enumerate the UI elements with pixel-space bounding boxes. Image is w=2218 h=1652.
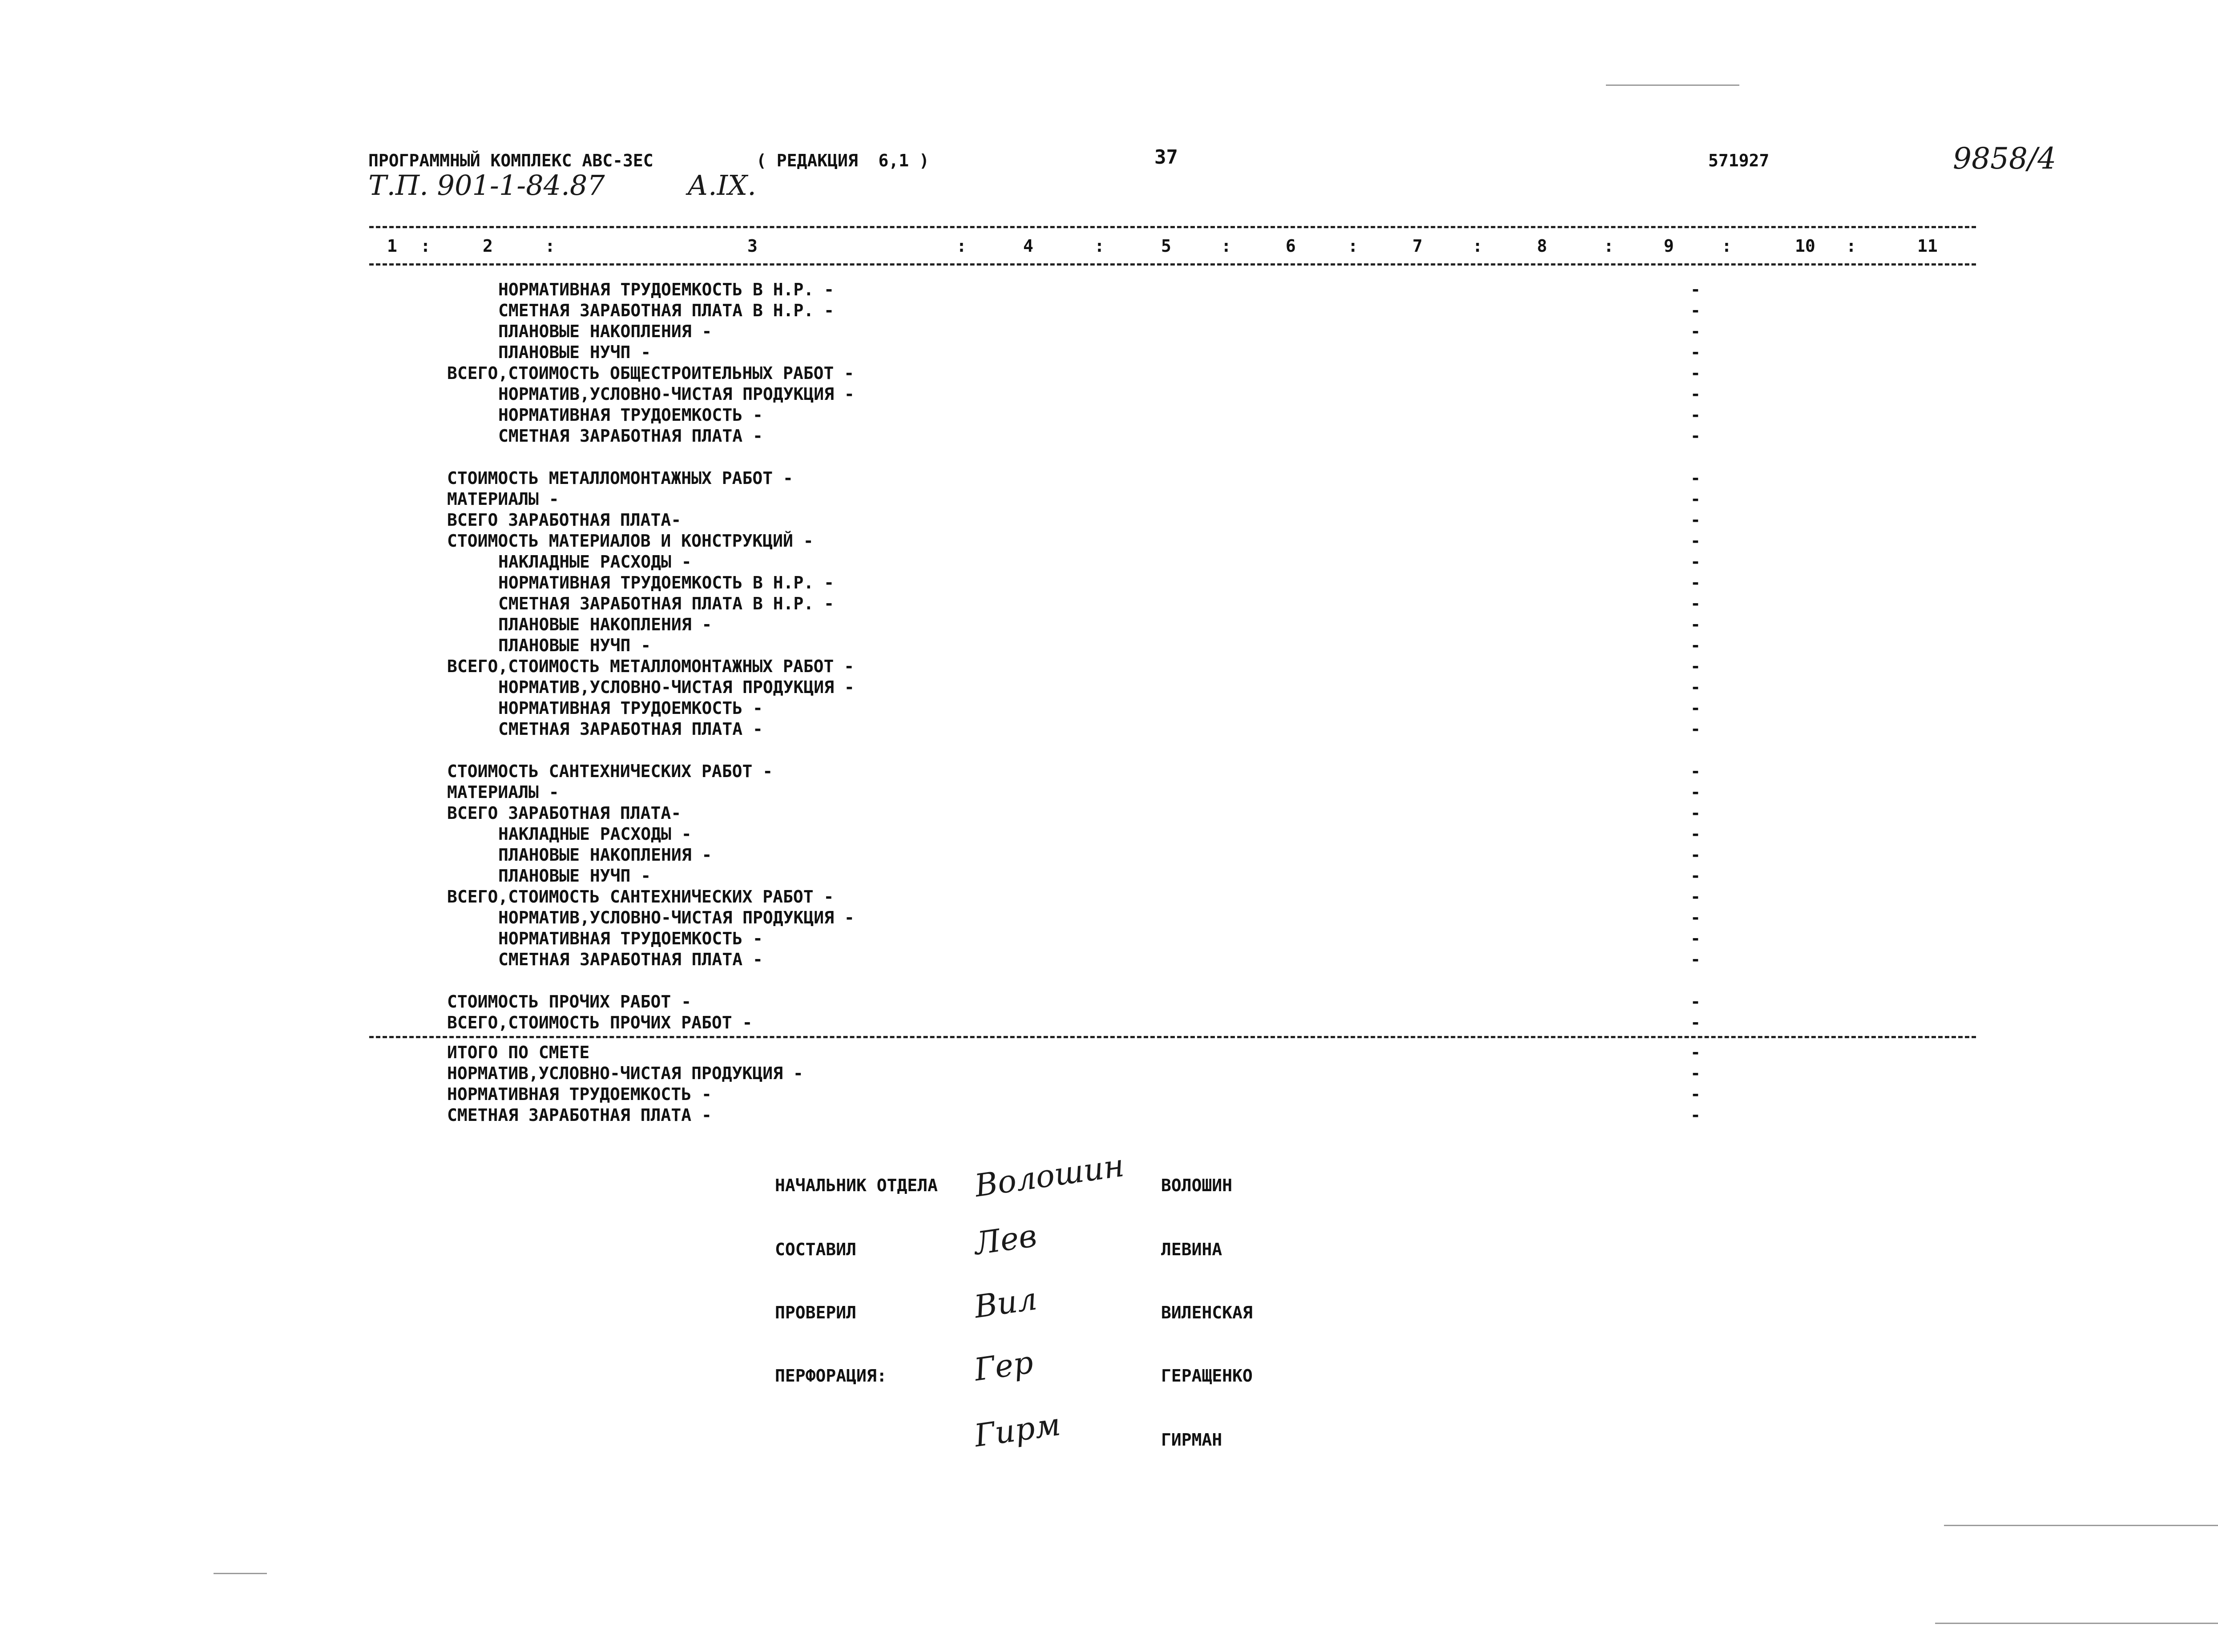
row-col9-value: -	[1690, 845, 1701, 865]
column-separator: :	[1348, 236, 1358, 256]
column-separator: :	[420, 236, 431, 256]
handwritten-signature: Вил	[972, 1280, 1040, 1326]
signature-role: ПЕРФОРАЦИЯ:	[775, 1366, 887, 1386]
row-col9-value: -	[1690, 301, 1701, 320]
row-col9-value: -	[1690, 322, 1701, 341]
column-number: 3	[747, 236, 758, 256]
column-number: 11	[1917, 236, 1938, 256]
table-top-rule	[369, 226, 1976, 228]
row-col9-value: -	[1690, 1105, 1701, 1125]
column-number: 9	[1664, 236, 1674, 256]
row-col9-value: -	[1690, 1043, 1701, 1062]
row-col9-value: -	[1690, 866, 1701, 886]
row-col9-value: -	[1690, 657, 1701, 676]
row-label: СТОИМОСТЬ МЕТАЛЛОМОНТАЖНЫХ РАБОТ -	[447, 468, 793, 488]
program-title: ПРОГРАММНЫЙ КОМПЛЕКС АВС-3ЕС	[368, 151, 653, 170]
handwritten-signature: Гирм	[972, 1406, 1063, 1455]
row-label: СМЕТНАЯ ЗАРАБОТНАЯ ПЛАТА -	[498, 426, 763, 446]
row-col9-value: -	[1690, 489, 1701, 509]
document-code: 571927	[1708, 151, 1770, 170]
scan-line	[1606, 85, 1739, 86]
row-label: МАТЕРИАЛЫ -	[447, 489, 559, 509]
row-col9-value: -	[1690, 615, 1701, 634]
row-label: СМЕТНАЯ ЗАРАБОТНАЯ ПЛАТА В Н.Р. -	[498, 301, 834, 320]
column-number: 1	[387, 236, 397, 256]
row-col9-value: -	[1690, 950, 1701, 969]
row-col9-value: -	[1690, 363, 1701, 383]
column-separator: :	[1221, 236, 1231, 256]
project-number-handwritten: Т.П. 901-1-84.87	[368, 169, 605, 201]
edition-label: ( РЕДАКЦИЯ 6,1 )	[756, 151, 929, 170]
row-col9-value: -	[1690, 887, 1701, 907]
column-number: 6	[1286, 236, 1296, 256]
row-label: ВСЕГО,СТОИМОСТЬ САНТЕХНИЧЕСКИХ РАБОТ -	[447, 887, 834, 907]
archive-number-handwritten: 9858/4	[1953, 141, 2057, 176]
row-label: ВСЕГО ЗАРАБОТНАЯ ПЛАТА-	[447, 803, 682, 823]
row-col9-value: -	[1690, 824, 1701, 844]
row-col9-value: -	[1690, 636, 1701, 655]
signatory-name: ГЕРАЩЕНКО	[1161, 1366, 1253, 1386]
row-label: ВСЕГО ЗАРАБОТНАЯ ПЛАТА-	[447, 510, 682, 530]
row-label: НОРМАТИВ,УСЛОВНО-ЧИСТАЯ ПРОДУКЦИЯ -	[447, 1064, 803, 1083]
row-label: ВСЕГО,СТОИМОСТЬ ОБЩЕСТРОИТЕЛЬНЫХ РАБОТ -	[447, 363, 855, 383]
row-col9-value: -	[1690, 1064, 1701, 1083]
row-label: НОРМАТИВНАЯ ТРУДОЕМКОСТЬ В Н.Р. -	[498, 280, 834, 299]
row-col9-value: -	[1690, 1084, 1701, 1104]
row-col9-value: -	[1690, 573, 1701, 592]
row-label: НОРМАТИВ,УСЛОВНО-ЧИСТАЯ ПРОДУКЦИЯ -	[498, 908, 855, 927]
row-col9-value: -	[1690, 384, 1701, 404]
row-col9-value: -	[1690, 510, 1701, 530]
column-separator: :	[1604, 236, 1614, 256]
row-label: ПЛАНОВЫЕ НУЧП -	[498, 636, 651, 655]
column-separator: :	[1722, 236, 1732, 256]
scan-line	[214, 1573, 267, 1574]
row-col9-value: -	[1690, 803, 1701, 823]
table-header-rule	[369, 263, 1976, 266]
column-number: 4	[1023, 236, 1033, 256]
signature-role: ПРОВЕРИЛ	[775, 1303, 857, 1322]
scan-line	[1935, 1623, 2218, 1624]
column-separator: :	[956, 236, 967, 256]
column-number: 2	[483, 236, 493, 256]
scan-line	[1944, 1525, 2218, 1526]
row-label: СМЕТНАЯ ЗАРАБОТНАЯ ПЛАТА -	[447, 1105, 712, 1125]
column-separator: :	[545, 236, 555, 256]
row-label: НОРМАТИВ,УСЛОВНО-ЧИСТАЯ ПРОДУКЦИЯ -	[498, 384, 855, 404]
row-label: СТОИМОСТЬ ПРОЧИХ РАБОТ -	[447, 992, 692, 1011]
row-col9-value: -	[1690, 762, 1701, 781]
column-number: 7	[1412, 236, 1423, 256]
row-label: НОРМАТИВНАЯ ТРУДОЕМКОСТЬ В Н.Р. -	[498, 573, 834, 592]
row-label: ПЛАНОВЫЕ НАКОПЛЕНИЯ -	[498, 322, 712, 341]
row-label: ПЛАНОВЫЕ НАКОПЛЕНИЯ -	[498, 615, 712, 634]
row-label: МАТЕРИАЛЫ -	[447, 782, 559, 802]
row-label: НОРМАТИВНАЯ ТРУДОЕМКОСТЬ -	[498, 405, 763, 425]
row-col9-value: -	[1690, 531, 1701, 551]
row-label: СМЕТНАЯ ЗАРАБОТНАЯ ПЛАТА В Н.Р. -	[498, 594, 834, 613]
album-number-handwritten: А.IX.	[687, 169, 756, 201]
column-number: 8	[1537, 236, 1547, 256]
row-col9-value: -	[1690, 426, 1701, 446]
signatory-name: ВОЛОШИН	[1161, 1176, 1233, 1195]
row-col9-value: -	[1690, 677, 1701, 697]
row-col9-value: -	[1690, 552, 1701, 572]
column-number: 5	[1161, 236, 1171, 256]
row-col9-value: -	[1690, 468, 1701, 488]
row-label: НОРМАТИВ,УСЛОВНО-ЧИСТАЯ ПРОДУКЦИЯ -	[498, 677, 855, 697]
row-label: ВСЕГО,СТОИМОСТЬ МЕТАЛЛОМОНТАЖНЫХ РАБОТ -	[447, 657, 855, 676]
handwritten-signature: Волошин	[972, 1147, 1126, 1205]
totals-rule	[369, 1036, 1976, 1038]
row-label: СТОИМОСТЬ САНТЕХНИЧЕСКИХ РАБОТ -	[447, 762, 773, 781]
column-number: 10	[1795, 236, 1815, 256]
row-col9-value: -	[1690, 782, 1701, 802]
row-col9-value: -	[1690, 929, 1701, 948]
signature-role: НАЧАЛЬНИК ОТДЕЛА	[775, 1176, 938, 1195]
row-col9-value: -	[1690, 594, 1701, 613]
row-col9-value: -	[1690, 908, 1701, 927]
row-col9-value: -	[1690, 405, 1701, 425]
row-label: СТОИМОСТЬ МАТЕРИАЛОВ И КОНСТРУКЦИЙ -	[447, 531, 814, 551]
signatory-name: ГИРМАН	[1161, 1430, 1222, 1450]
column-separator: :	[1846, 236, 1856, 256]
row-col9-value: -	[1690, 698, 1701, 718]
row-label: НАКЛАДНЫЕ РАСХОДЫ -	[498, 824, 692, 844]
row-col9-value: -	[1690, 342, 1701, 362]
row-col9-value: -	[1690, 719, 1701, 739]
row-col9-value: -	[1690, 992, 1701, 1011]
row-col9-value: -	[1690, 1013, 1701, 1032]
row-label: ПЛАНОВЫЕ НУЧП -	[498, 866, 651, 886]
row-label: НОРМАТИВНАЯ ТРУДОЕМКОСТЬ -	[498, 929, 763, 948]
column-separator: :	[1472, 236, 1483, 256]
row-label: ПЛАНОВЫЕ НАКОПЛЕНИЯ -	[498, 845, 712, 865]
handwritten-signature: Гер	[972, 1344, 1036, 1388]
row-label: ИТОГО ПО СМЕТЕ	[447, 1043, 590, 1062]
page-number: 37	[1154, 146, 1178, 169]
row-label: НОРМАТИВНАЯ ТРУДОЕМКОСТЬ -	[498, 698, 763, 718]
column-separator: :	[1094, 236, 1105, 256]
handwritten-signature: Лев	[972, 1217, 1039, 1262]
signatory-name: ВИЛЕНСКАЯ	[1161, 1303, 1253, 1322]
row-label: ВСЕГО,СТОИМОСТЬ ПРОЧИХ РАБОТ -	[447, 1013, 753, 1032]
row-label: СМЕТНАЯ ЗАРАБОТНАЯ ПЛАТА -	[498, 719, 763, 739]
signature-role: СОСТАВИЛ	[775, 1240, 857, 1259]
row-label: ПЛАНОВЫЕ НУЧП -	[498, 342, 651, 362]
signatory-name: ЛЕВИНА	[1161, 1240, 1222, 1259]
row-col9-value: -	[1690, 280, 1701, 299]
row-label: СМЕТНАЯ ЗАРАБОТНАЯ ПЛАТА -	[498, 950, 763, 969]
row-label: НОРМАТИВНАЯ ТРУДОЕМКОСТЬ -	[447, 1084, 712, 1104]
row-label: НАКЛАДНЫЕ РАСХОДЫ -	[498, 552, 692, 572]
